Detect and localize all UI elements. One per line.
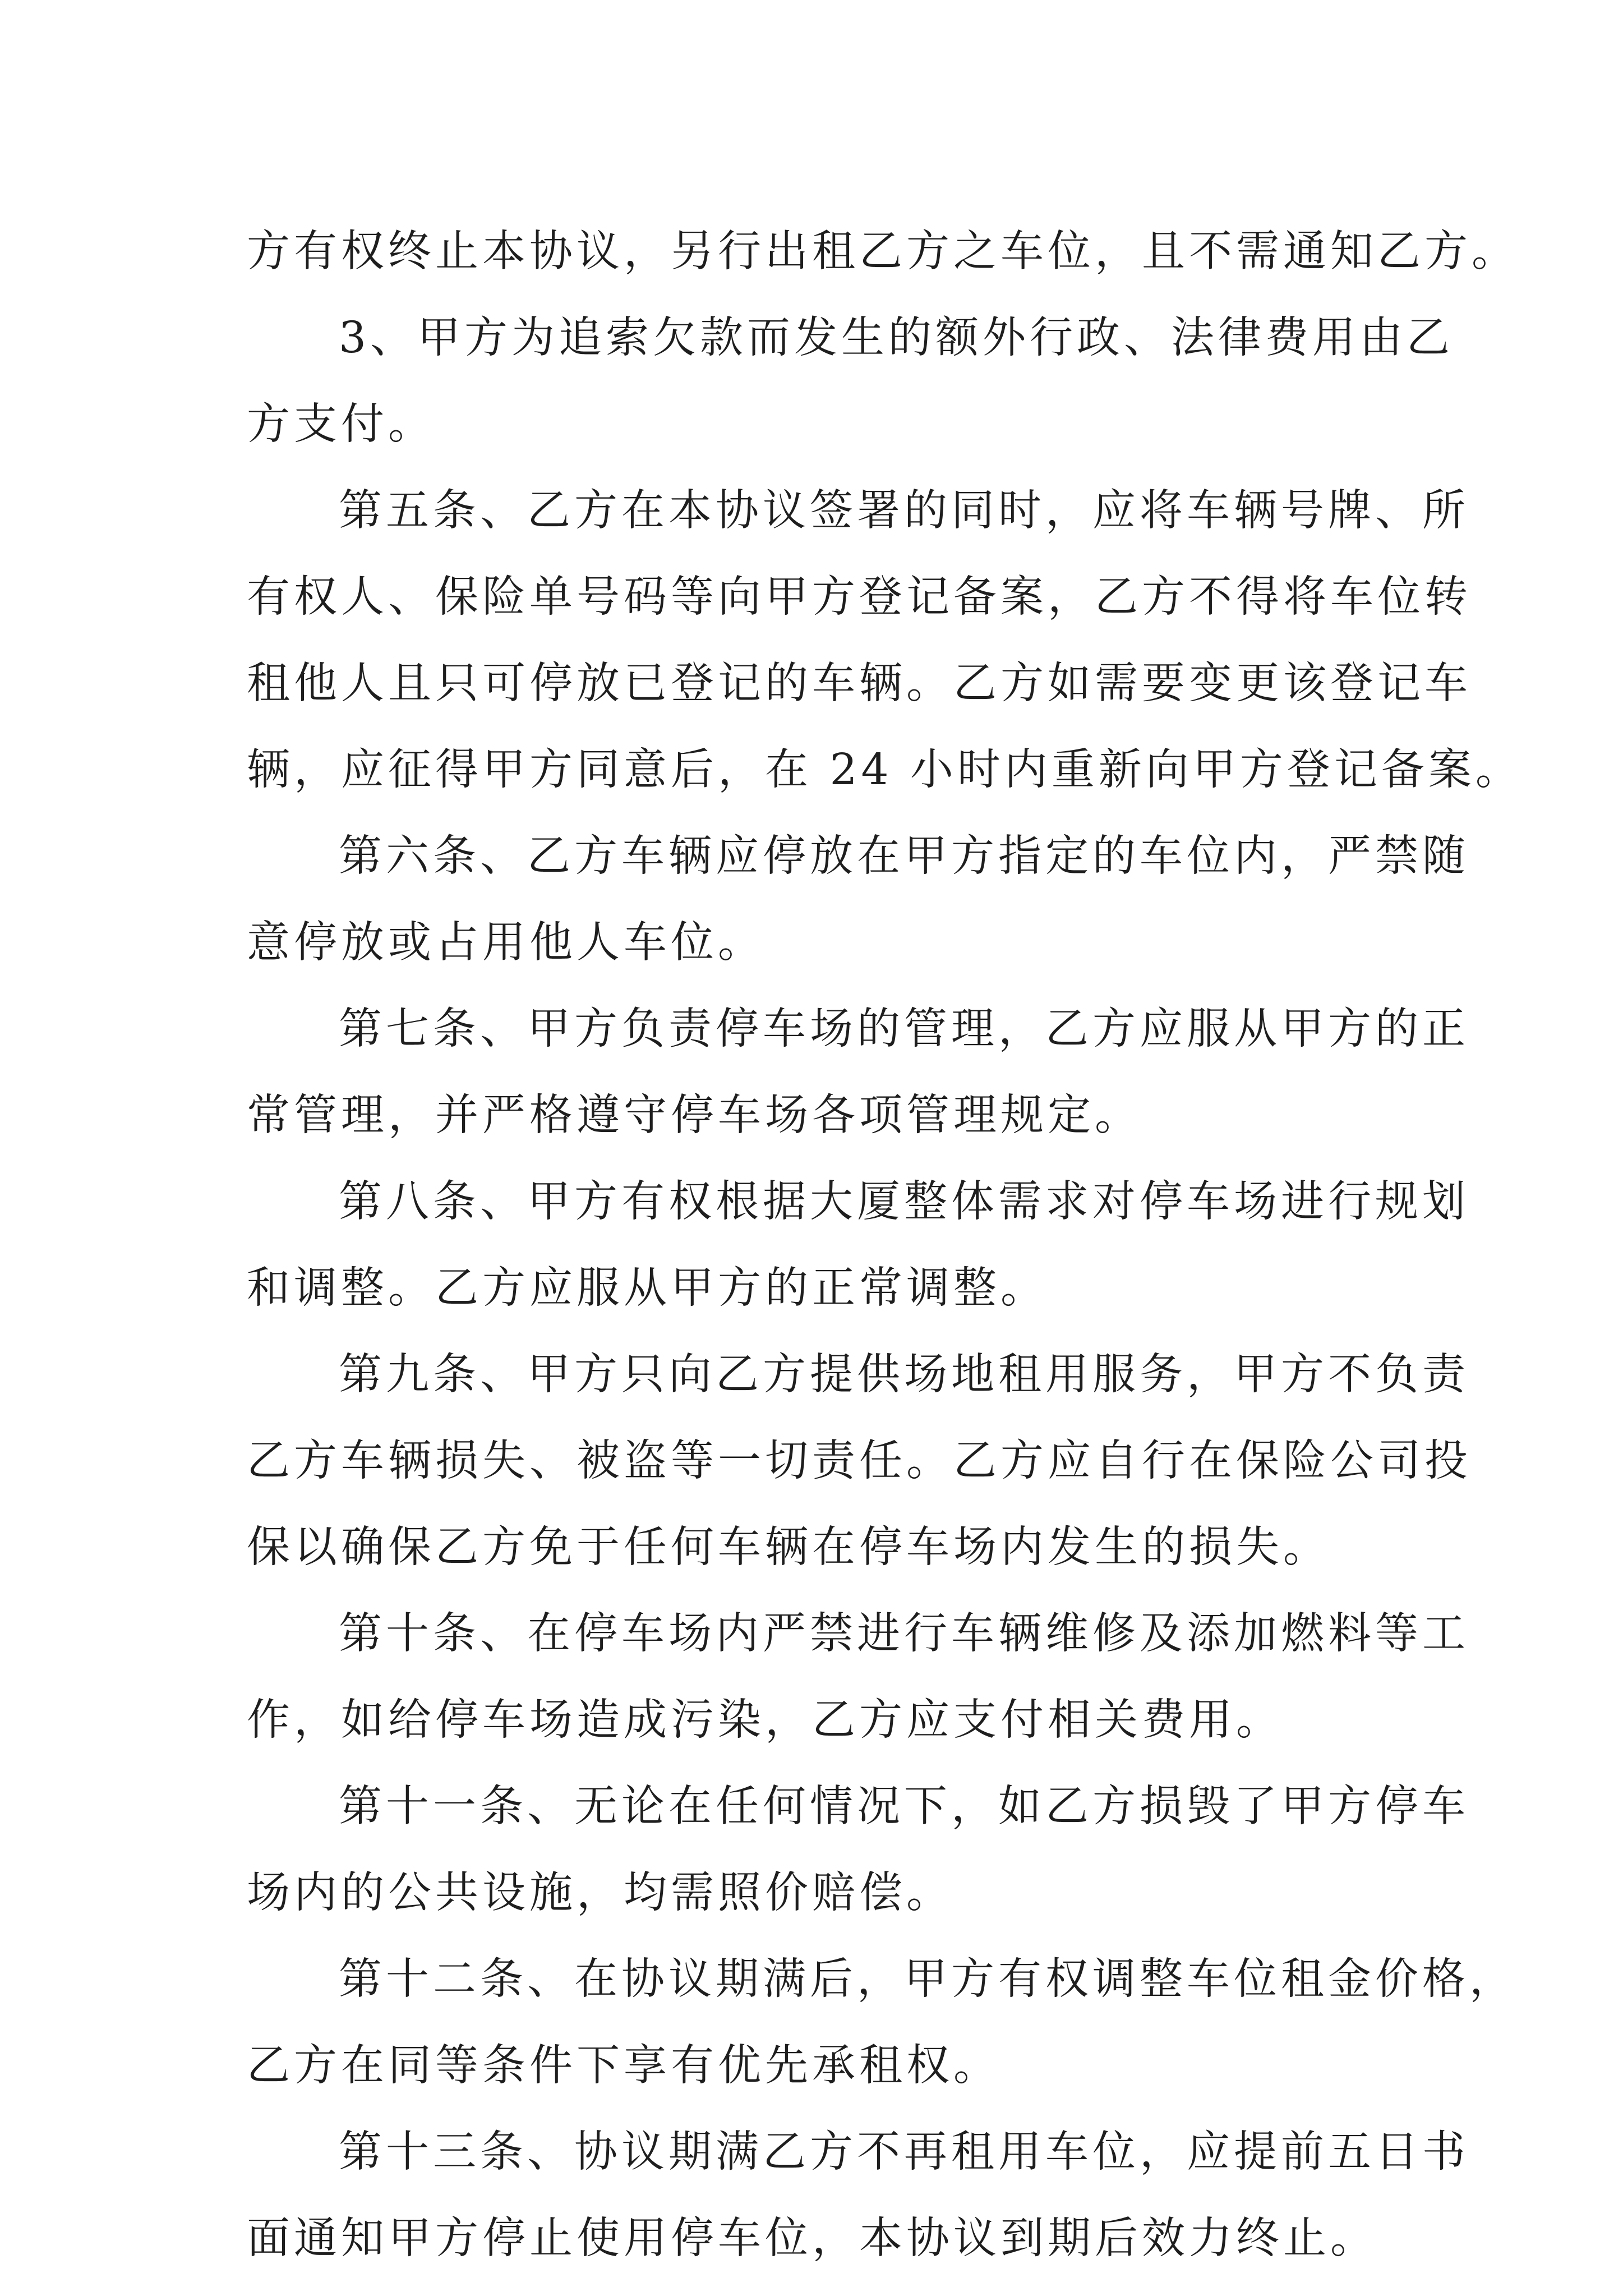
- text-line: 第六条、乙方车辆应停放在甲方指定的车位内，严禁随: [339, 831, 1469, 881]
- text-line: 场内的公共设施，均需照价赔偿。: [247, 1868, 953, 1918]
- text-line: 3、甲方为追索欠款而发生的额外行政、法律费用由乙: [339, 313, 1454, 363]
- text-line: 意停放或占用他人车位。: [247, 918, 765, 968]
- text-line: 和调整。乙方应服从甲方的正常调整。: [247, 1263, 1048, 1313]
- text-line: 常管理，并严格遵守停车场各项管理规定。: [247, 1091, 1142, 1140]
- text-line: 方支付。: [247, 399, 435, 449]
- text-line: 辆，应征得甲方同意后，在 24 小时内重新向甲方登记备案。: [247, 745, 1523, 795]
- text-line: 租他人且只可停放已登记的车辆。乙方如需要变更该登记车: [247, 659, 1472, 708]
- text-line: 乙方在同等条件下享有优先承租权。: [247, 2041, 1000, 2091]
- document-body: [247, 209, 1523, 2282]
- text-line: 作，如给停车场造成污染，乙方应支付相关费用。: [247, 1695, 1283, 1745]
- text-line: 第十条、在停车场内严禁进行车辆维修及添加燃料等工: [339, 1609, 1469, 1659]
- text-line: 第八条、甲方有权根据大厦整体需求对停车场进行规划: [339, 1177, 1469, 1227]
- text-line: 第十三条、协议期满乙方不再租用车位，应提前五日书: [339, 2127, 1469, 2177]
- text-line: 第七条、甲方负责停车场的管理，乙方应服从甲方的正: [339, 1004, 1469, 1054]
- text-line: 有权人、保险单号码等向甲方登记备案，乙方不得将车位转: [247, 572, 1472, 622]
- text-line: 方有权终止本协议，另行出租乙方之车位，且不需通知乙方。: [247, 227, 1519, 277]
- text-line: 第十一条、无论在任何情况下，如乙方损毁了甲方停车: [339, 1782, 1469, 1832]
- text-line: 第五条、乙方在本协议签署的同时，应将车辆号牌、所: [339, 486, 1469, 536]
- text-line: 第九条、甲方只向乙方提供场地租用服务，甲方不负责: [339, 1350, 1469, 1400]
- text-line: 保以确保乙方免于任何车辆在停车场内发生的损失。: [247, 1522, 1330, 1572]
- text-line: 第十二条、在协议期满后，甲方有权调整车位租金价格，: [339, 1954, 1516, 2004]
- text-line: 乙方车辆损失、被盗等一切责任。乙方应自行在保险公司投: [247, 1436, 1472, 1486]
- text-line: 面通知甲方停止使用停车位，本协议到期后效力终止。: [247, 2214, 1377, 2263]
